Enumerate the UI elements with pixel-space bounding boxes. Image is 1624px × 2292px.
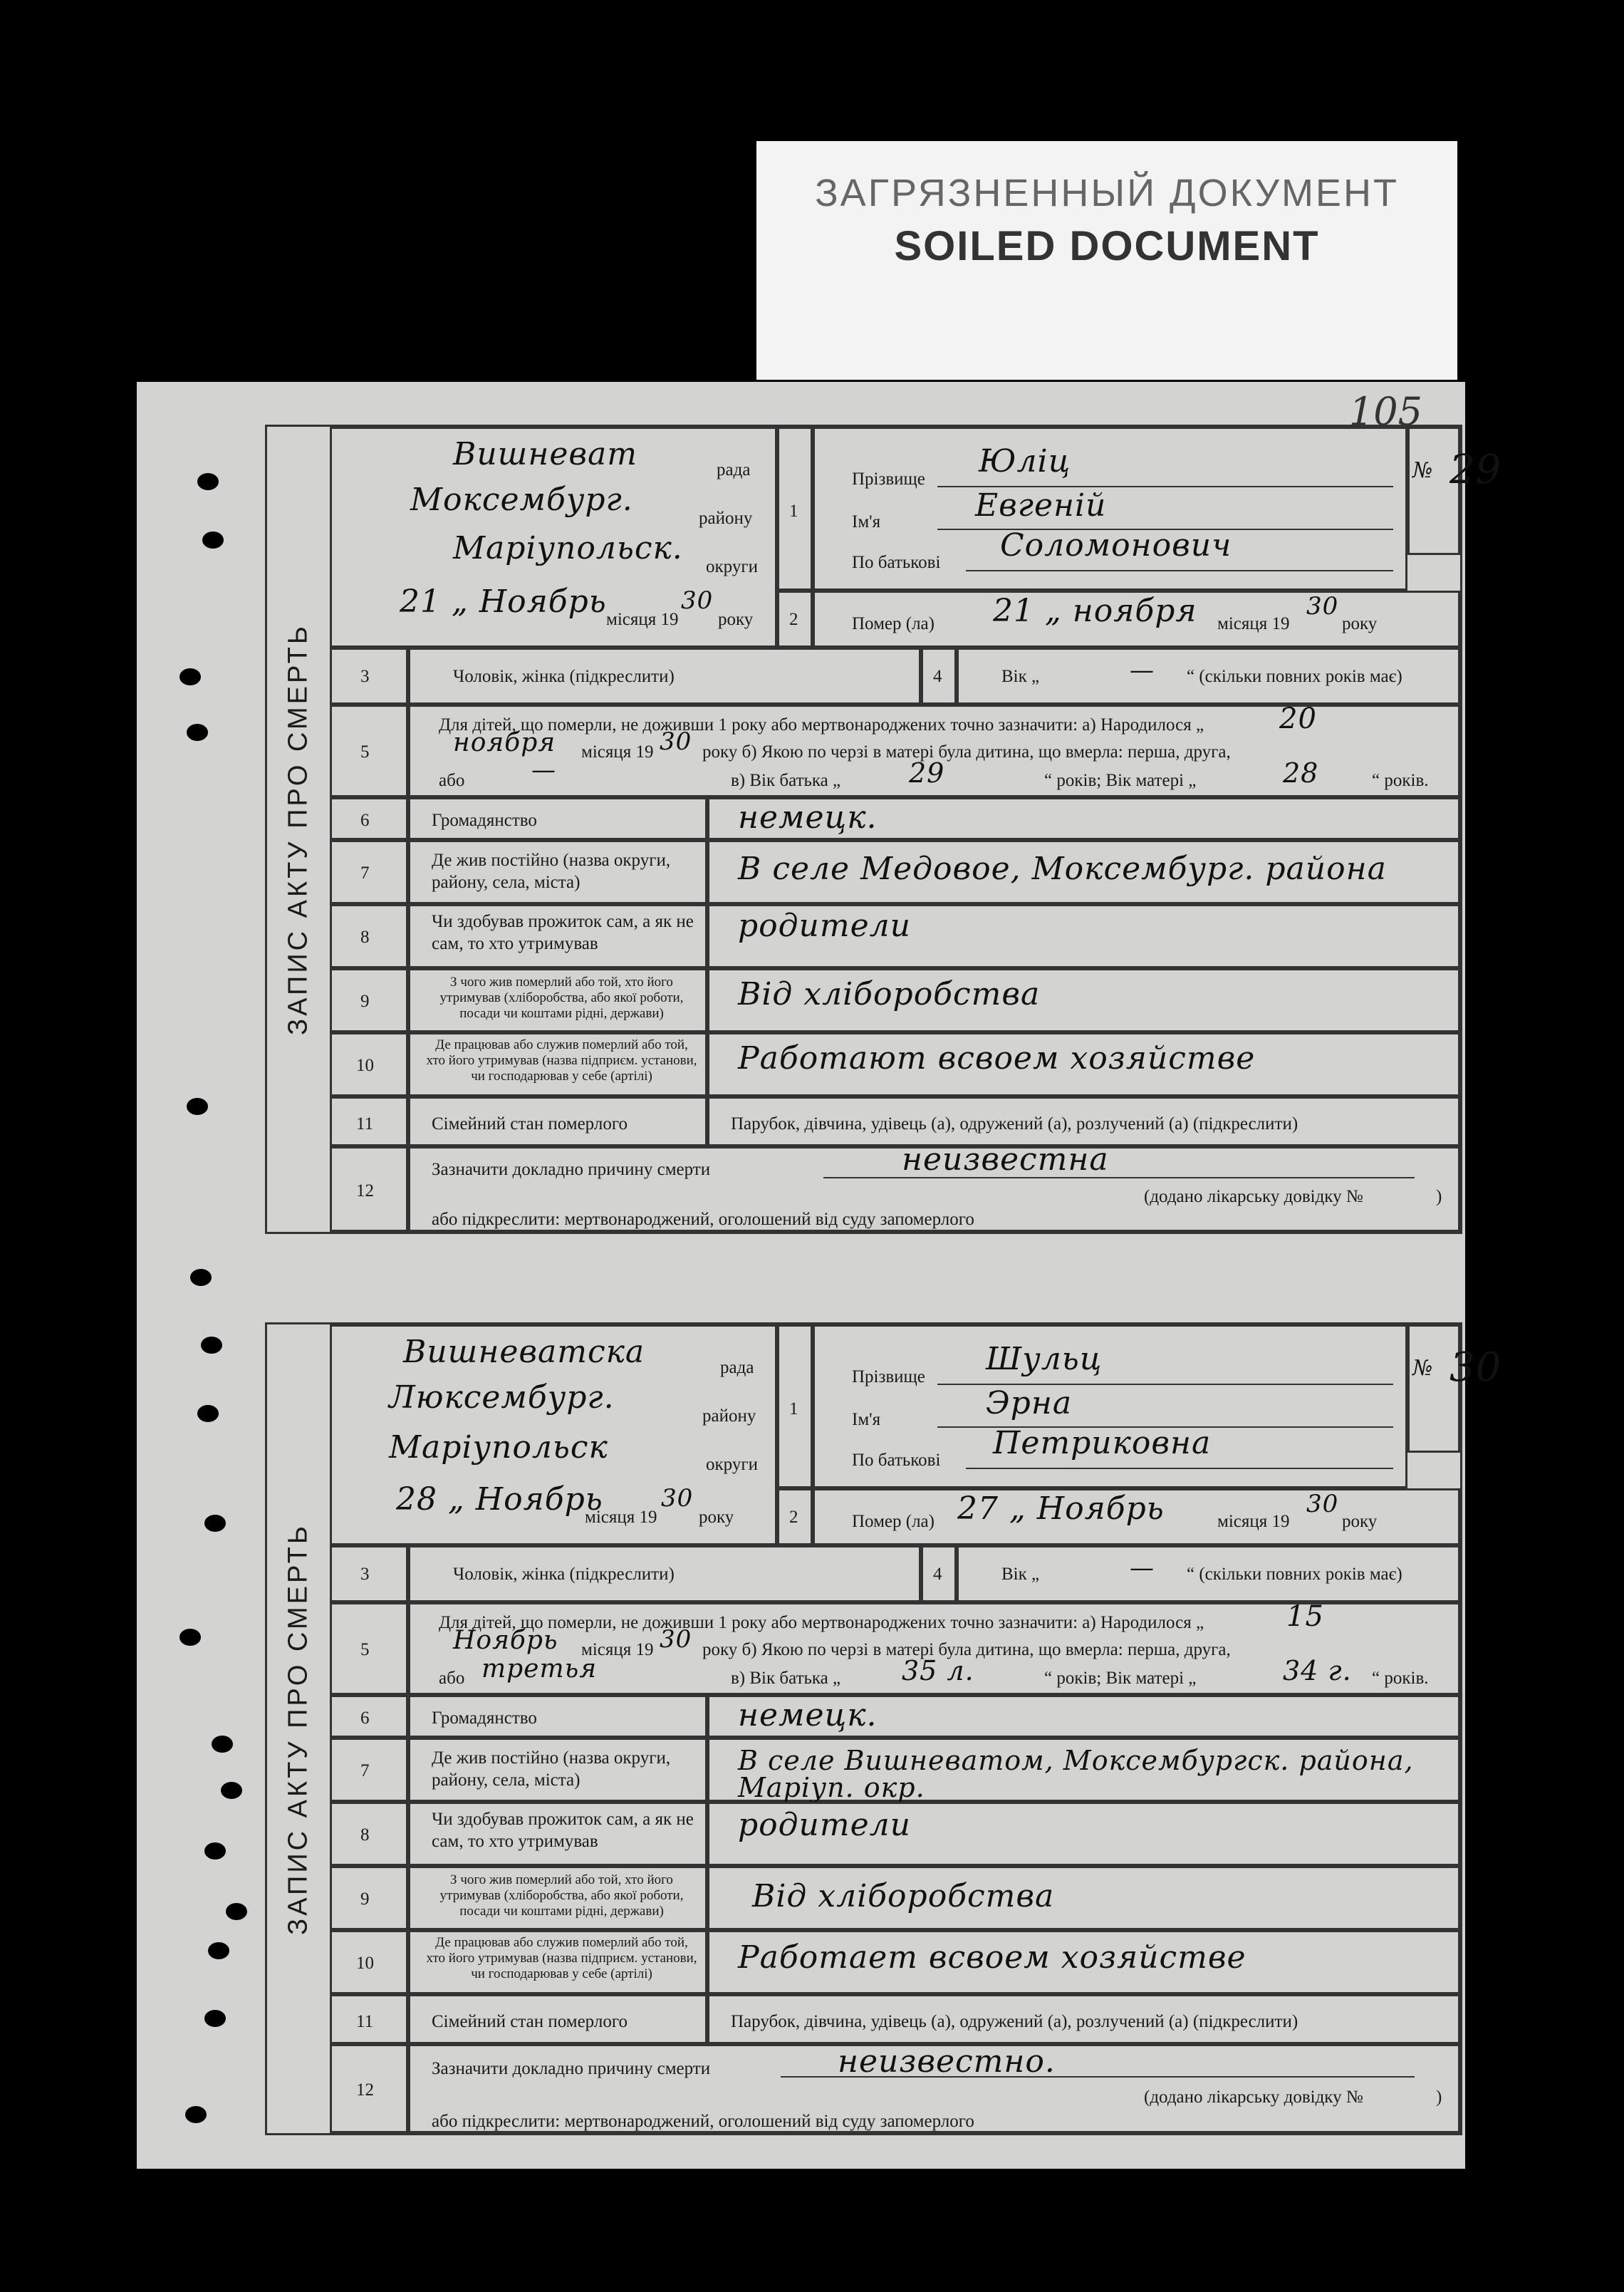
support-value-cell [707, 904, 1460, 968]
age-value: — [1130, 1554, 1155, 1582]
work-label-cell [408, 1930, 707, 1994]
residence-label: Де жив постійно (назва округи, району, села, міста) [432, 851, 671, 893]
livelihood-label-cell [408, 1866, 707, 1930]
row-3-number: 3 [330, 648, 408, 705]
record-date-value: 21 „ Ноябрь [400, 584, 607, 620]
residence-value: В селе Медовое, Моксембург. района [738, 851, 1387, 887]
work-value-cell [707, 1930, 1460, 1994]
livelihood-value-cell [707, 1866, 1460, 1930]
death-date-cell [813, 591, 1460, 648]
record-side-title: ЗАПИС АКТУ ПРО СМЕРТЬ [267, 427, 332, 1232]
residence-label-cell [408, 1738, 707, 1802]
died-month-label: місяця 19 [1217, 1512, 1290, 1531]
died-label: Помер (ла) [852, 614, 935, 633]
mother-age-value: 34 г. [1283, 1655, 1352, 1686]
record-side-title: ЗАПИС АКТУ ПРО СМЕРТЬ [267, 1324, 332, 2133]
punch-hole [202, 531, 224, 549]
livelihood-label-cell [408, 968, 707, 1032]
sex-label: Чоловік, жінка (підкреслити) [453, 1565, 675, 1584]
child-details-cell [408, 702, 1460, 797]
residence-value-cell [707, 1738, 1460, 1802]
support-label: Чи здобував прожиток сам, а як не сам, то хто утримував [432, 912, 694, 954]
name-value: Эрна [986, 1385, 1073, 1421]
stillborn-label: або підкреслити: мертвонароджений, оголошений від суду запомерлого [432, 2112, 974, 2131]
died-date-value: 27 „ Ноябрь [957, 1490, 1165, 1527]
row-1-number: 1 [777, 427, 813, 591]
support-value: родители [738, 1807, 911, 1843]
born-year-value: 30 [660, 727, 692, 756]
punch-hole [204, 2010, 226, 2027]
okruh-value: Маріупольск. [453, 530, 683, 566]
punch-hole [226, 1903, 247, 1920]
sex-cell [408, 648, 921, 705]
age-cell [957, 1545, 1460, 1602]
citizenship-label: Громадянство [432, 811, 537, 830]
row-8-number: 8 [330, 904, 408, 968]
cause-cell [408, 1141, 1460, 1232]
punch-hole [208, 1942, 229, 1959]
children-line-2a: місяця 19 [581, 742, 654, 762]
cause-label: Зазначити докладно причину смерти [432, 1160, 711, 1179]
okruh-label: округи [706, 1455, 758, 1474]
surname-value: Шульц [986, 1341, 1103, 1377]
row-6-number: 6 [330, 1695, 408, 1738]
row-10-number: 10 [330, 1032, 408, 1096]
citizenship-value: немецк. [738, 799, 878, 836]
row-11-number: 11 [330, 1096, 408, 1146]
record-year-label: року [718, 610, 754, 629]
row-10-number: 10 [330, 1930, 408, 1994]
born-day-value: 20 [1279, 702, 1317, 735]
died-month-label: місяця 19 [1217, 614, 1290, 633]
citizenship-label-cell [408, 1695, 707, 1738]
raion-label: району [702, 1406, 756, 1426]
born-order-value: — [531, 756, 556, 784]
death-record-1 [265, 425, 1502, 1234]
row-9-number: 9 [330, 1866, 408, 1930]
record-date-value: 28 „ Ноябрь [396, 1481, 603, 1518]
age-tail-label: “ (скільки повних років має) [1187, 667, 1402, 686]
record-number-value: 29 [1449, 447, 1502, 493]
child-details-cell [408, 1602, 1460, 1695]
age-label: Вік „ [1001, 1565, 1040, 1584]
work-label-cell [408, 1032, 707, 1096]
work-value: Работает всвоем хозяйстве [738, 1939, 1246, 1976]
sex-cell [408, 1545, 921, 1602]
cause-cell [408, 2044, 1460, 2133]
died-date-value: 21 „ ноября [993, 593, 1197, 629]
died-label: Помер (ла) [852, 1512, 935, 1531]
work-value: Работают всвоем хозяйстве [738, 1040, 1256, 1077]
rada-value: Вишневат [453, 436, 637, 472]
age-label: Вік „ [1001, 667, 1040, 686]
cert-label: (додано лікарську довідку № [1144, 2088, 1363, 2107]
livelihood-label: З чого жив померлий або той, хто його утримував (хліборобства, або якої роботи, посади чи коштами рідні, держави) [439, 1872, 684, 1919]
punch-hole [221, 1782, 242, 1799]
punch-hole [187, 724, 208, 741]
cert-close: ) [1436, 2088, 1442, 2107]
row-2-number: 2 [777, 1488, 813, 1545]
residence-value-cell [707, 840, 1460, 904]
citizenship-value-cell [707, 1695, 1460, 1738]
record-year-value: 30 [681, 586, 714, 615]
age-cell [957, 648, 1460, 705]
cert-label: (додано лікарську довідку № [1144, 1187, 1363, 1206]
punch-hole [204, 1515, 226, 1532]
death-date-cell [813, 1488, 1460, 1545]
punch-hole [190, 1269, 212, 1286]
row-5-number: 5 [330, 1602, 408, 1695]
name-value: Евгеній [975, 487, 1107, 524]
punch-hole [201, 1337, 222, 1354]
row-6-number: 6 [330, 797, 408, 840]
children-line-2b: року б) Якою по черзі в матері була дитина, що вмерла: перша, друга, [702, 742, 1231, 762]
raion-value: Моксембург. [410, 482, 633, 518]
person-name-cell [813, 1324, 1407, 1488]
children-line-3a: або [439, 1669, 465, 1688]
row-8-number: 8 [330, 1802, 408, 1866]
work-label: Де працював або служив померлий або той, хто його утримував (назва підприєм. установи, чи господарював у себе (артілі) [426, 1037, 697, 1084]
patronymic-value: Петриковна [993, 1425, 1212, 1461]
record-year-label: року [699, 1508, 734, 1527]
sex-label: Чоловік, жінка (підкреслити) [453, 667, 675, 686]
died-year-label: року [1342, 1512, 1378, 1531]
age-value: — [1130, 656, 1155, 685]
row-4-number: 4 [921, 1545, 957, 1602]
support-value-cell [707, 1802, 1460, 1866]
marital-options: Парубок, дівчина, удівець (а), одружений (а), розлучений (а) (підкреслити) [731, 2012, 1298, 2031]
person-name-cell [813, 427, 1407, 591]
marital-options-cell [707, 1994, 1460, 2044]
cert-close: ) [1436, 1187, 1442, 1206]
children-line-2a: місяця 19 [581, 1640, 654, 1659]
row-7-number: 7 [330, 1738, 408, 1802]
support-value: родители [738, 908, 911, 944]
children-line-3c: “ років; Вік матері „ [1044, 1669, 1197, 1688]
row-1-number: 1 [777, 1324, 813, 1488]
registry-location-cell [330, 1324, 777, 1545]
death-record-2 [265, 1322, 1502, 2135]
livelihood-value-cell [707, 968, 1460, 1032]
residence-value: В селе Вишневатом, Моксембургск. района, Маріуп. окр. [738, 1745, 1414, 1803]
rada-label: рада [717, 460, 751, 479]
document-page [137, 382, 1502, 2169]
row-11-number: 11 [330, 1994, 408, 2044]
children-line-2b: року б) Якою по черзі в матері була дитина, що вмерла: перша, друга, [702, 1640, 1231, 1659]
record-month-label: місяця 19 [585, 1508, 657, 1527]
father-age-value: 35 л. [902, 1655, 974, 1686]
row-5-number: 5 [330, 705, 408, 797]
punch-hole [197, 473, 219, 490]
marital-options-cell [707, 1096, 1460, 1146]
row-12-number: 12 [330, 2044, 408, 2133]
record-year-value: 30 [661, 1484, 694, 1513]
page-number: 105 [1348, 389, 1422, 434]
citizenship-value: немецк. [738, 1697, 878, 1733]
surname-value: Юліц [979, 443, 1071, 479]
marital-label-cell [408, 1994, 707, 2044]
surname-label: Прізвище [852, 470, 925, 489]
surname-label: Прізвище [852, 1367, 925, 1386]
support-label-cell [408, 1802, 707, 1866]
died-year-value: 30 [1306, 592, 1339, 621]
marital-options: Парубок, дівчина, удівець (а), одружений (а), розлучений (а) (підкреслити) [731, 1114, 1298, 1134]
age-tail-label: “ (скільки повних років має) [1187, 1565, 1402, 1584]
children-line-3b: в) Вік батька „ [731, 771, 841, 790]
children-line-3b: в) Вік батька „ [731, 1669, 841, 1688]
punch-hole [179, 1629, 201, 1646]
patronymic-value: Соломонович [1000, 527, 1232, 564]
patronymic-label: По батькові [852, 553, 941, 572]
cause-value: неизвестно. [838, 2043, 1056, 2080]
children-line-1: Для дітей, що померли, не доживши 1 року або мертвонароджених точно зазначити: а) Народилося „ [439, 1613, 1204, 1632]
record-number-label: № [1412, 1356, 1434, 1381]
name-label: Ім'я [852, 1410, 881, 1429]
work-label: Де працював або служив померлий або той, хто його утримував (назва підприєм. установи, чи господарював у себе (артілі) [426, 1935, 697, 1981]
record-number-value: 30 [1449, 1344, 1502, 1391]
residence-label-cell [408, 840, 707, 904]
punch-hole [179, 668, 201, 685]
children-line-3d: “ років. [1372, 1669, 1429, 1688]
work-value-cell [707, 1032, 1460, 1096]
row-12-number: 12 [330, 1146, 408, 1232]
row-9-number: 9 [330, 968, 408, 1032]
cause-label: Зазначити докладно причину смерти [432, 2059, 711, 2078]
died-year-label: року [1342, 614, 1378, 633]
citizenship-value-cell [707, 797, 1460, 840]
row-3-number: 3 [330, 1545, 408, 1602]
livelihood-value: Від хліборобства [738, 976, 1041, 1012]
cause-value: неизвестна [902, 1141, 1109, 1178]
stamp-text-en: SOILED DOCUMENT [894, 223, 1320, 269]
stillborn-label: або підкреслити: мертвонароджений, оголошений від суду запомерлого [432, 1210, 974, 1229]
stamp-text-ru: ЗАГРЯЗНЕННЫЙ ДОКУМЕНТ [815, 172, 1399, 214]
citizenship-label-cell [408, 797, 707, 840]
punch-hole [187, 1098, 208, 1115]
livelihood-value: Від хліборобства [752, 1878, 1055, 1914]
father-age-value: 29 [909, 757, 945, 789]
mother-age-value: 28 [1283, 757, 1319, 789]
registry-location-cell [330, 427, 777, 648]
punch-hole [185, 2106, 207, 2123]
raion-label: району [699, 509, 753, 528]
livelihood-label: З чого жив померлий або той, хто його утримував (хліборобства, або якої роботи, посади чи коштами рідні, держави) [439, 975, 684, 1021]
born-day-value: 15 [1286, 1600, 1324, 1633]
children-line-3c: “ років; Вік матері „ [1044, 771, 1197, 790]
okruh-label: округи [706, 557, 758, 576]
marital-label: Сімейний стан померлого [432, 1114, 628, 1134]
citizenship-label: Громадянство [432, 1708, 537, 1728]
children-line-1: Для дітей, що померли, не доживши 1 року або мертвонароджених точно зазначити: а) Народилося „ [439, 715, 1204, 735]
rada-label: рада [720, 1358, 754, 1377]
okruh-value: Маріупольск [389, 1429, 608, 1466]
born-year-value: 30 [660, 1625, 692, 1654]
support-label: Чи здобував прожиток сам, а як не сам, то хто утримував [432, 1810, 694, 1852]
raion-value: Люксембург. [389, 1379, 615, 1416]
row-7-number: 7 [330, 840, 408, 904]
punch-hole [212, 1736, 233, 1753]
born-month-value: Ноябрь [453, 1626, 558, 1655]
record-number-label: № [1412, 458, 1434, 483]
punch-hole [204, 1842, 226, 1860]
children-line-3a: або [439, 771, 465, 790]
rada-value: Вишневатска [403, 1334, 645, 1370]
row-2-number: 2 [777, 591, 813, 648]
marital-label-cell [408, 1096, 707, 1146]
born-month-value: ноября [453, 728, 556, 757]
record-month-label: місяця 19 [606, 610, 679, 629]
marital-label: Сімейний стан померлого [432, 2012, 628, 2031]
name-label: Ім'я [852, 512, 881, 531]
row-4-number: 4 [921, 648, 957, 705]
soiled-document-stamp [756, 141, 1457, 380]
patronymic-label: По батькові [852, 1451, 941, 1470]
support-label-cell [408, 904, 707, 968]
punch-hole [197, 1405, 219, 1422]
born-order-value: третья [482, 1654, 598, 1684]
died-year-value: 30 [1306, 1490, 1339, 1518]
children-line-3d: “ років. [1372, 771, 1429, 790]
residence-label: Де жив постійно (назва округи, району, села, міста) [432, 1748, 671, 1790]
